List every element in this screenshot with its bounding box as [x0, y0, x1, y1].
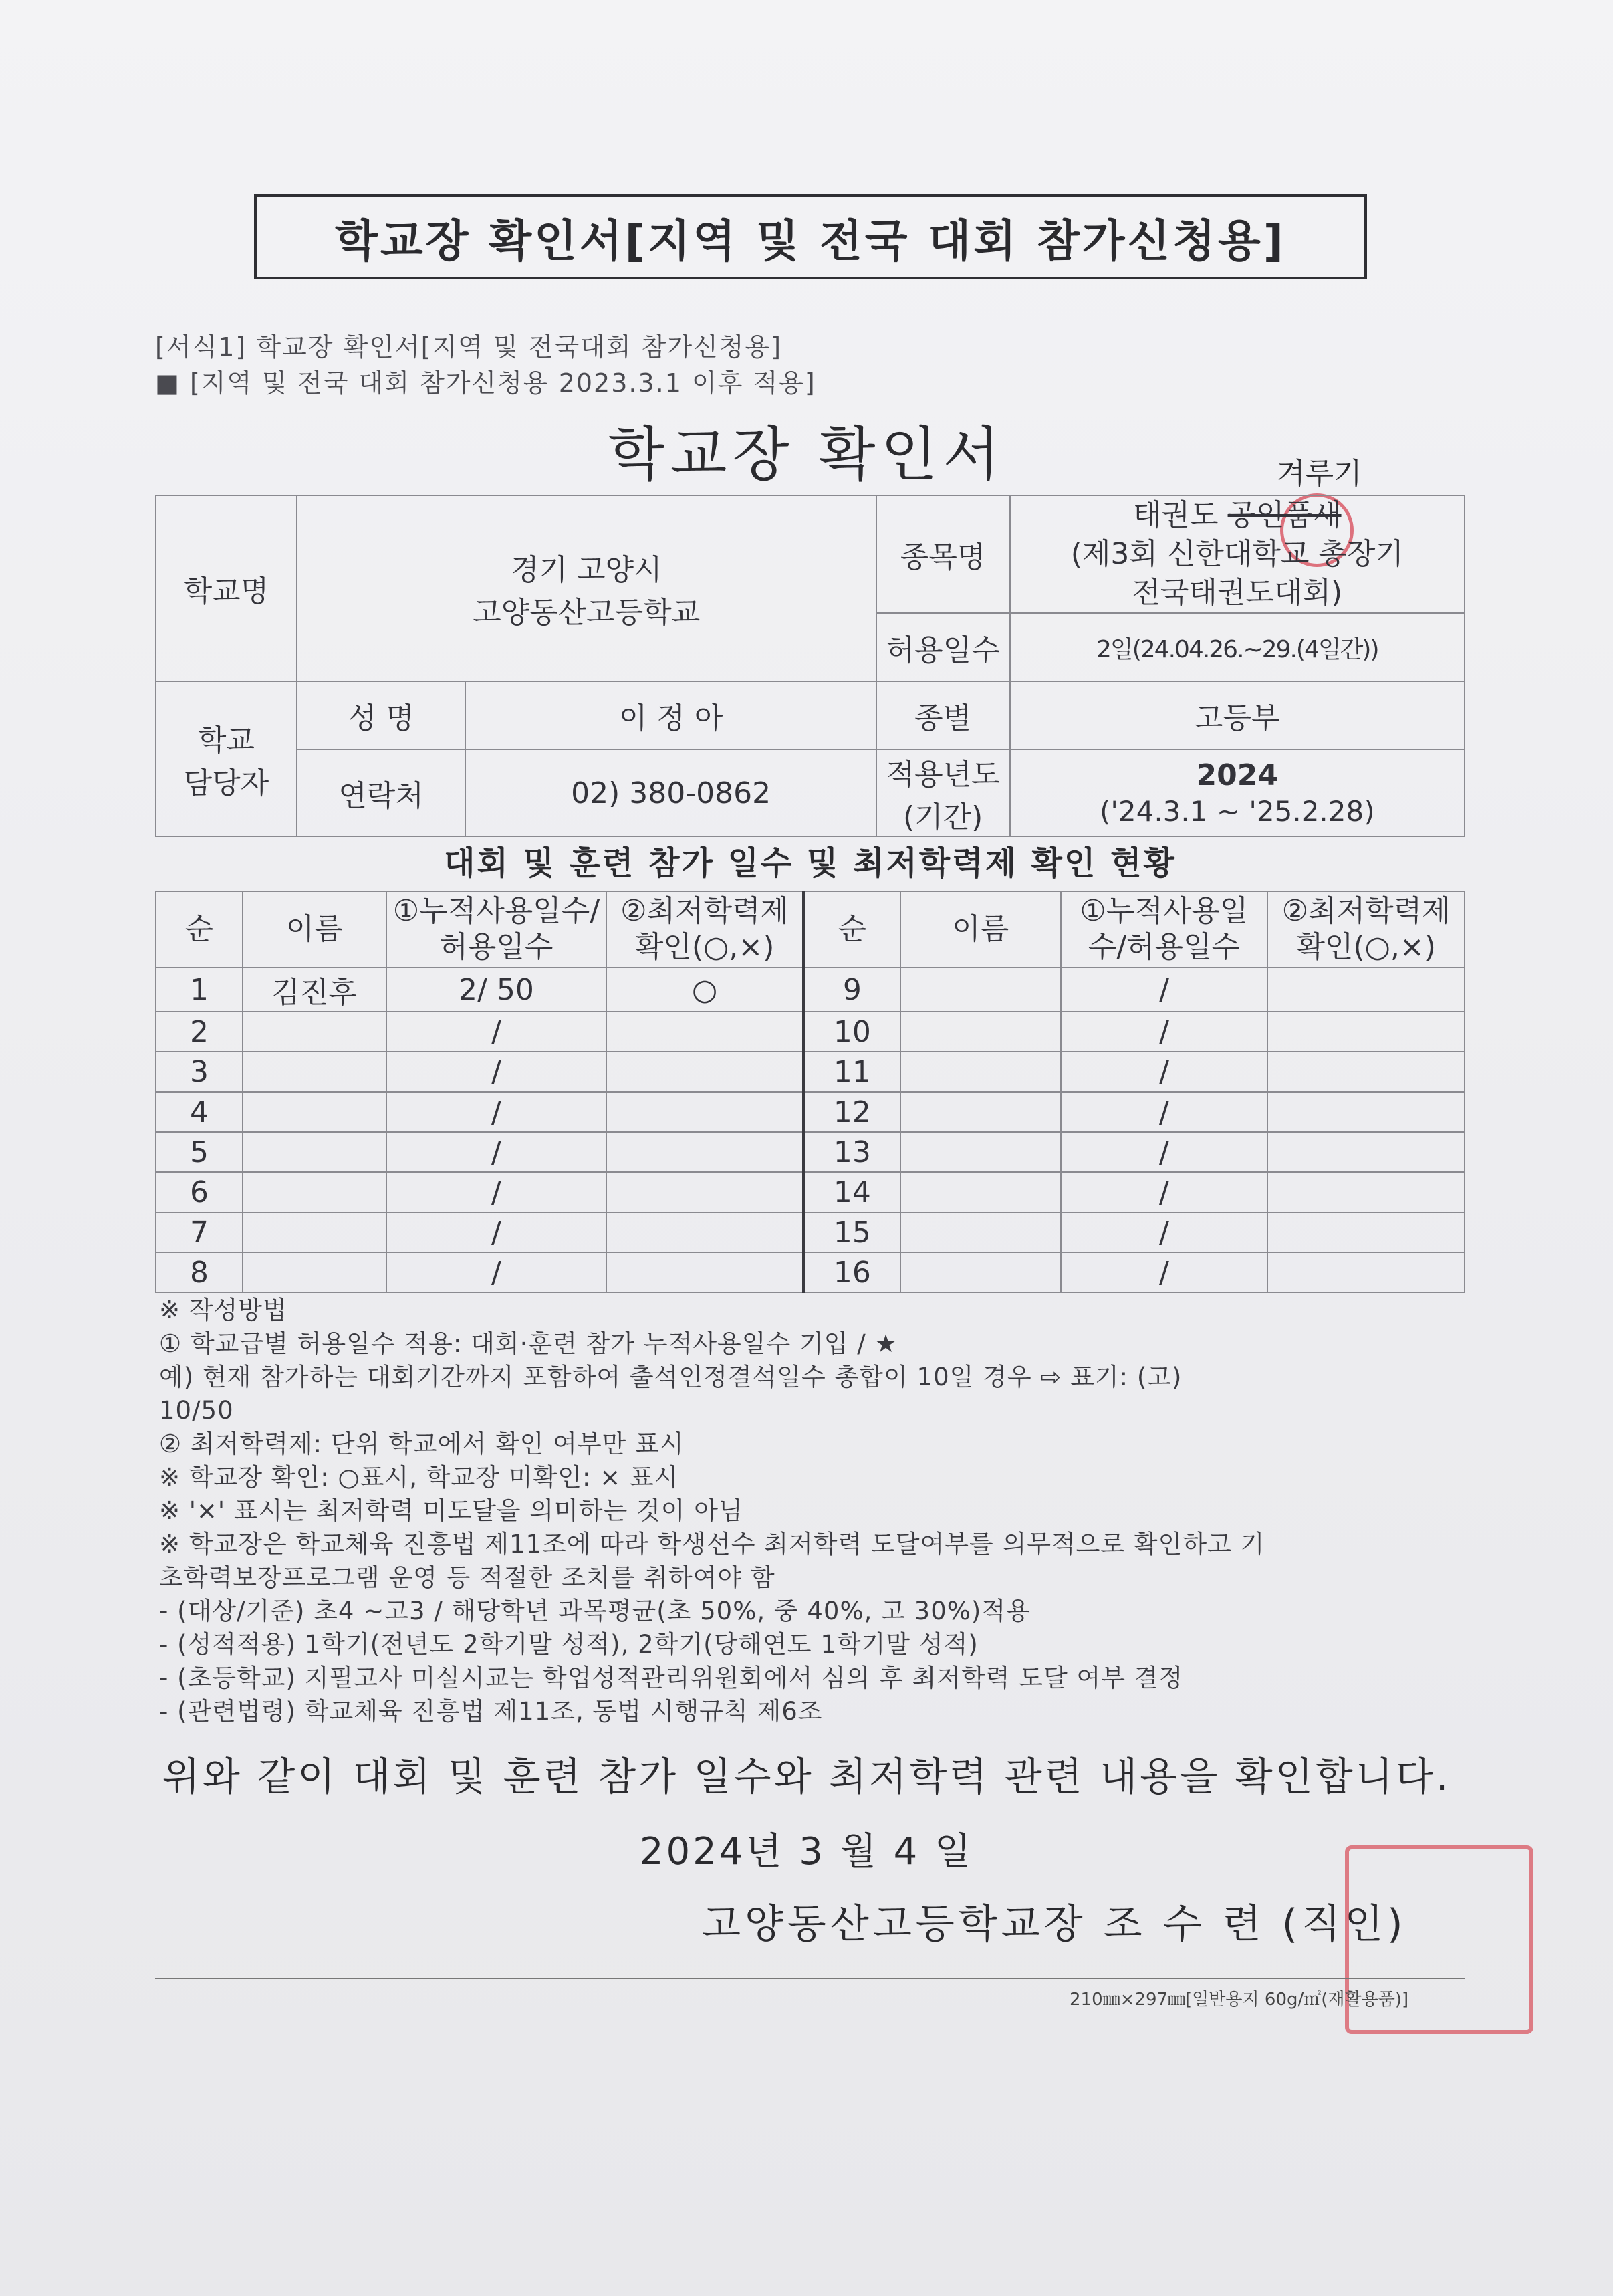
row-days-right: /: [1061, 1252, 1268, 1292]
staff-label-line2: 담당자: [183, 766, 269, 800]
event-struck-text: 공인품새: [1227, 498, 1342, 532]
document-title: 학교장 확인서: [608, 420, 1005, 489]
row-no-right: 9: [803, 967, 900, 1012]
allowed-days-value: 2일(24.04.26.~29.(4일간)): [1010, 613, 1465, 681]
school-region: 경기 고양시: [511, 553, 662, 587]
note-line: - (성적적용) 1학기(전년도 2학기말 성적), 2학기(당해연도 1학기말 성적): [159, 1630, 979, 1659]
event-cell: [1010, 495, 1465, 613]
row-academic-right: [1267, 1092, 1465, 1132]
row-academic-right: [1267, 1212, 1465, 1252]
row-days-right: /: [1061, 1212, 1268, 1252]
row-academic-left: [606, 1252, 803, 1292]
name-label: 성 명: [297, 681, 466, 750]
roster-table: [155, 891, 1465, 1293]
row-days-right: /: [1061, 1092, 1268, 1132]
row-days-left: /: [386, 1012, 607, 1052]
note-line: - (대상/기준) 초4 ~고3 / 해당학년 과목평균(초 50%, 중 40%, 고 30%)적용: [159, 1597, 1031, 1625]
note-line: ② 최저학력제: 단위 학교에서 확인 여부만 표시: [159, 1429, 685, 1458]
form-applies-line: ■ [지역 및 전국 대회 참가신청용 2023.3.1 이후 적용]: [155, 368, 816, 398]
row-days-right: /: [1061, 1012, 1268, 1052]
row-academic-right: [1267, 1252, 1465, 1292]
row-academic-right: [1267, 1172, 1465, 1212]
section-title: 대회 및 훈련 참가 일수 및 최저학력제 확인 현황: [444, 844, 1176, 882]
header-name-right: 이름: [900, 891, 1061, 967]
principal-signature-line: 고양동산고등학교장 조 수 련 (직인): [702, 1901, 1407, 1948]
row-name-left: [243, 1212, 386, 1252]
issue-date: 2024년 3 월 4 일: [639, 1830, 974, 1873]
row-no-left: 7: [156, 1212, 243, 1252]
header-days-right: ①누적사용일수/허용일수: [1061, 891, 1268, 967]
contact-label: 연락처: [297, 750, 466, 836]
note-line: ※ 학교장은 학교체육 진흥법 제11조에 따라 학생선수 최저학력 도달여부를 의무적으로 확인하고 기: [159, 1530, 1265, 1559]
division-value: 고등부: [1010, 681, 1465, 750]
paper-spec: 210㎜×297㎜[일반용지 60g/㎡(재활용품)]: [1070, 1990, 1409, 2010]
row-no-right: 14: [803, 1172, 900, 1212]
form-number-line: [서식1] 학교장 확인서[지역 및 전국대회 참가신청용]: [155, 332, 783, 362]
header-days-left: ①누적사용일수/허용일수: [386, 891, 607, 967]
row-academic-left: [606, 1052, 803, 1092]
confirmation-statement: 위와 같이 대회 및 훈련 참가 일수와 최저학력 관련 내용을 확인합니다.: [162, 1754, 1451, 1799]
note-line: ※ 작성방법: [159, 1296, 287, 1325]
row-name-left: 김진후: [243, 967, 386, 1012]
row-name-left: [243, 1252, 386, 1292]
row-no-left: 1: [156, 967, 243, 1012]
header-no-left: 순: [156, 891, 243, 967]
name-value: 이 정 아: [465, 681, 876, 750]
header-academic-left: ②최저학력제확인(○,×): [606, 891, 803, 967]
row-name-left: [243, 1092, 386, 1132]
note-line: 예) 현재 참가하는 대회기간까지 포함하여 출석인정결석일수 총합이 10일 경우 ⇨ 표기: (고): [159, 1363, 1183, 1391]
year-label-line1: 적용년도: [886, 758, 1000, 792]
table-row: [156, 1132, 1465, 1172]
table-row: [156, 1212, 1465, 1252]
division-label: 종별: [876, 681, 1010, 750]
event-name-line2: (제3회 신한대학교 총장기: [1070, 537, 1404, 571]
staff-label: [156, 681, 297, 836]
row-days-left: 2/ 50: [386, 967, 607, 1012]
row-name-right: [900, 1092, 1061, 1132]
row-name-right: [900, 967, 1061, 1012]
year-cell: [1010, 750, 1465, 836]
row-no-right: 11: [803, 1052, 900, 1092]
school-label: 학교명: [156, 495, 297, 681]
roster-body: [156, 967, 1465, 1292]
row-academic-right: [1267, 1052, 1465, 1092]
row-academic-right: [1267, 967, 1465, 1012]
header-no-right: 순: [803, 891, 900, 967]
row-days-left: /: [386, 1092, 607, 1132]
year-label: [876, 750, 1010, 836]
row-no-right: 13: [803, 1132, 900, 1172]
row-days-left: /: [386, 1052, 607, 1092]
staff-label-line1: 학교: [197, 723, 255, 758]
table-row: [156, 1092, 1465, 1132]
note-line: - (관련법령) 학교체육 진흥법 제11조, 동법 시행규칙 제6조: [159, 1697, 823, 1726]
row-no-left: 8: [156, 1252, 243, 1292]
note-line: 10/50: [159, 1396, 234, 1425]
row-no-right: 12: [803, 1092, 900, 1132]
row-days-right: /: [1061, 1172, 1268, 1212]
row-name-left: [243, 1052, 386, 1092]
header-name-left: 이름: [243, 891, 386, 967]
header-academic-right: ②최저학력제확인(○,×): [1267, 891, 1465, 967]
row-no-right: 15: [803, 1212, 900, 1252]
contact-value: 02) 380-0862: [465, 750, 876, 836]
allowed-days-label: 허용일수: [876, 613, 1010, 681]
row-no-right: 10: [803, 1012, 900, 1052]
header-title-box: [254, 194, 1367, 279]
row-academic-right: [1267, 1132, 1465, 1172]
row-no-left: 2: [156, 1012, 243, 1052]
row-academic-left: [606, 1172, 803, 1212]
row-name-left: [243, 1012, 386, 1052]
note-line: ① 학교급별 허용일수 적용: 대회·훈련 참가 누적사용일수 기입 / ★: [159, 1329, 898, 1358]
row-days-right: /: [1061, 1052, 1268, 1092]
table-row: [156, 1012, 1465, 1052]
table-row: [156, 1052, 1465, 1092]
table-row: [156, 1172, 1465, 1212]
row-no-left: 5: [156, 1132, 243, 1172]
row-name-right: [900, 1172, 1061, 1212]
row-name-right: [900, 1012, 1061, 1052]
year-period: ('24.3.1 ~ '25.2.28): [1099, 795, 1375, 828]
row-name-right: [900, 1132, 1061, 1172]
info-table: [155, 495, 1465, 837]
row-days-left: /: [386, 1132, 607, 1172]
note-line: - (초등학교) 지필고사 미실시교는 학업성적관리위원회에서 심의 후 최저학력 도달 여부 결정: [159, 1663, 1184, 1692]
table-row: [156, 1252, 1465, 1292]
school-name: 고양동산고등학교: [473, 596, 701, 630]
row-name-right: [900, 1212, 1061, 1252]
row-no-left: 4: [156, 1092, 243, 1132]
school-cell: [297, 495, 876, 681]
row-no-left: 6: [156, 1172, 243, 1212]
row-academic-left: [606, 1132, 803, 1172]
event-sport: 태권도: [1133, 498, 1219, 532]
row-name-left: [243, 1132, 386, 1172]
row-days-right: /: [1061, 1132, 1268, 1172]
table-row: [156, 967, 1465, 1012]
event-name-line3: 전국태권도대회): [1132, 576, 1343, 610]
header-title: 학교장 확인서[지역 및 전국 대회 참가신청용]: [335, 215, 1286, 267]
event-label: 종목명: [876, 495, 1010, 613]
row-name-right: [900, 1052, 1061, 1092]
row-academic-left: [606, 1092, 803, 1132]
row-academic-right: [1267, 1012, 1465, 1052]
row-days-left: /: [386, 1252, 607, 1292]
year-value: 2024: [1196, 758, 1279, 792]
row-academic-left: [606, 1012, 803, 1052]
notes-section: [159, 1294, 1469, 1728]
row-academic-left: [606, 1212, 803, 1252]
row-name-left: [243, 1172, 386, 1212]
row-name-right: [900, 1252, 1061, 1292]
event-correction: 겨루기: [1277, 457, 1362, 491]
year-label-line2: (기간): [902, 800, 983, 834]
note-line: 초학력보장프로그램 운영 등 적절한 조치를 취하여야 함: [159, 1563, 775, 1592]
row-academic-left: ○: [606, 967, 803, 1012]
row-no-left: 3: [156, 1052, 243, 1092]
footer-rule: [155, 1978, 1465, 1979]
row-no-right: 16: [803, 1252, 900, 1292]
row-days-left: /: [386, 1172, 607, 1212]
note-line: ※ 학교장 확인: ○표시, 학교장 미확인: × 표시: [159, 1463, 679, 1492]
row-days-right: /: [1061, 967, 1268, 1012]
note-line: ※ '×' 표시는 최저학력 미도달을 의미하는 것이 아님: [159, 1496, 743, 1525]
row-days-left: /: [386, 1212, 607, 1252]
